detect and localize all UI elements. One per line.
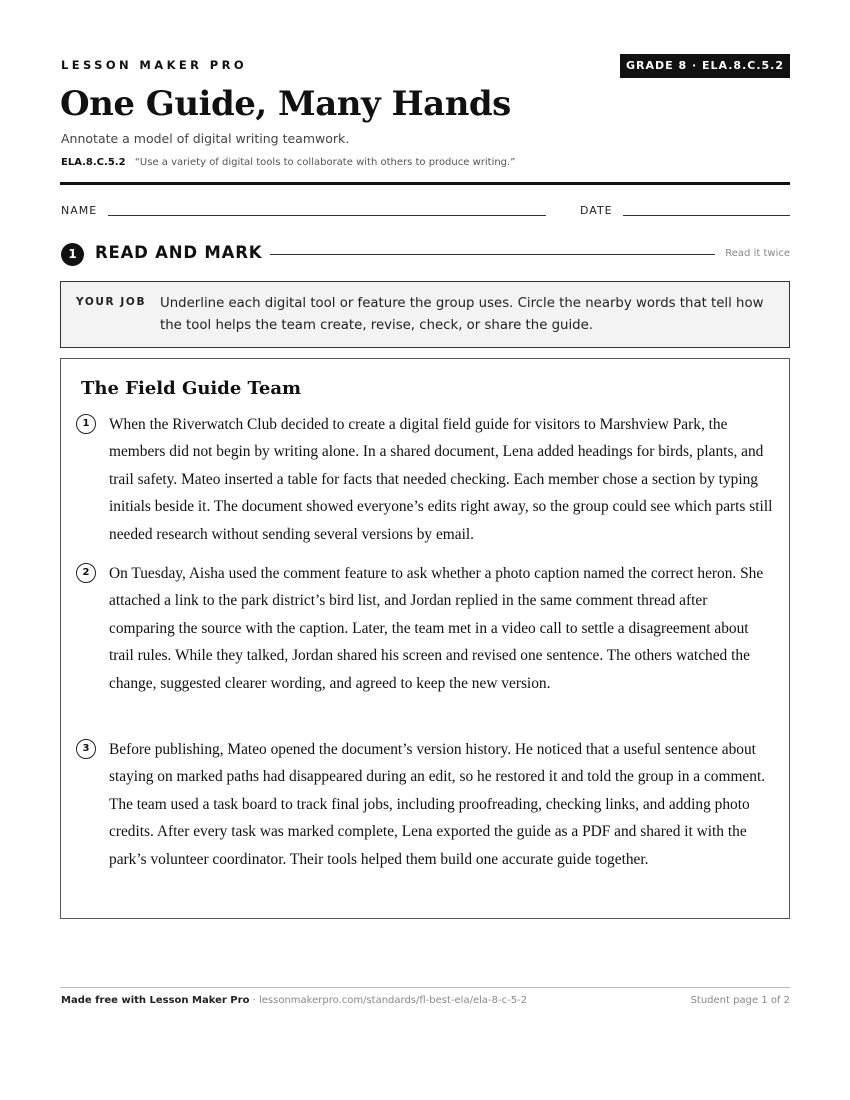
paragraph-3: Before publishing, Mateo opened the document’s version history. He noticed that a useful sentence about staying on marked paths had disappeared during an edit, so he restored it and told the group in a comment. The team used a task board to track final jobs, including proofreading, checking links, and adding photo credits. After every task was marked complete, Lena exported the guide as a PDF and shared it with the park’s volunteer coordinator. Their tools helped them build one accurate guide together.	[109, 741, 766, 868]
brand-name: LESSON MAKER PRO	[61, 58, 248, 72]
section-number-badge: 1	[61, 243, 84, 266]
page-subtitle: Annotate a model of digital writing teamwork.	[61, 131, 350, 146]
paragraph-2: On Tuesday, Aisha used the comment feature to ask whether a photo caption named the correct heron. She attached a link to the park district’s bird list, and Jordan replied in the same comment thread after comparing the source with the caption. Later, the team met in a video call to settle a disagreement about trail rules. While they talked, Jordan shared his screen and revised one sentence. The others watched the change, suggested clearer wording, and agreed to keep the new version.	[109, 565, 764, 692]
instructions-label: YOUR JOB	[76, 296, 147, 308]
footer-credit	[61, 995, 527, 1006]
instructions-text: Underline each digital tool or feature the group uses. Circle the nearby words that tell how the tool helps the team create, revise, check, or share the guide.	[160, 296, 764, 333]
instructions-box	[60, 281, 790, 348]
header-divider	[60, 182, 790, 185]
standard-text: “Use a variety of digital tools to collaborate with others to produce writing.”	[134, 157, 516, 168]
name-label: NAME	[61, 204, 98, 217]
paragraph-number-1: 1	[76, 414, 96, 434]
paragraph-number-3: 3	[76, 739, 96, 759]
name-field[interactable]	[108, 215, 546, 216]
paragraph-number-2: 2	[76, 563, 96, 583]
date-field[interactable]	[623, 215, 790, 216]
footer-page-number: Student page 1 of 2	[690, 995, 790, 1006]
standard-line	[61, 157, 515, 168]
grade-badge: GRADE 8 · ELA.8.C.5.2	[620, 54, 790, 78]
section-divider	[270, 254, 715, 255]
paragraph-1: When the Riverwatch Club decided to create a digital field guide for visitors to Marshview Park, the members did not begin by writing alone. In a shared document, Lena added headings for birds, plants, and trail safety. Mateo inserted a table for facts that needed checking. Each member chose a section by typing initials beside it. The document showed everyone’s edits right away, so the group could see which parts still needed research without sending several versions by email.	[109, 416, 773, 543]
page-title: One Guide, Many Hands	[60, 84, 511, 124]
passage-title: The Field Guide Team	[81, 378, 302, 399]
footer-divider	[60, 987, 790, 988]
reading-passage	[60, 358, 790, 919]
footer-url[interactable]: · lessonmakerpro.com/standards/fl-best-ela/ela-8-c-5-2	[249, 995, 528, 1006]
standard-code: ELA.8.C.5.2	[61, 157, 126, 168]
section-title: READ AND MARK	[95, 243, 263, 262]
date-label: DATE	[580, 204, 613, 217]
section-hint: Read it twice	[725, 248, 790, 259]
footer-made-with: Made free with Lesson Maker Pro	[61, 995, 250, 1006]
